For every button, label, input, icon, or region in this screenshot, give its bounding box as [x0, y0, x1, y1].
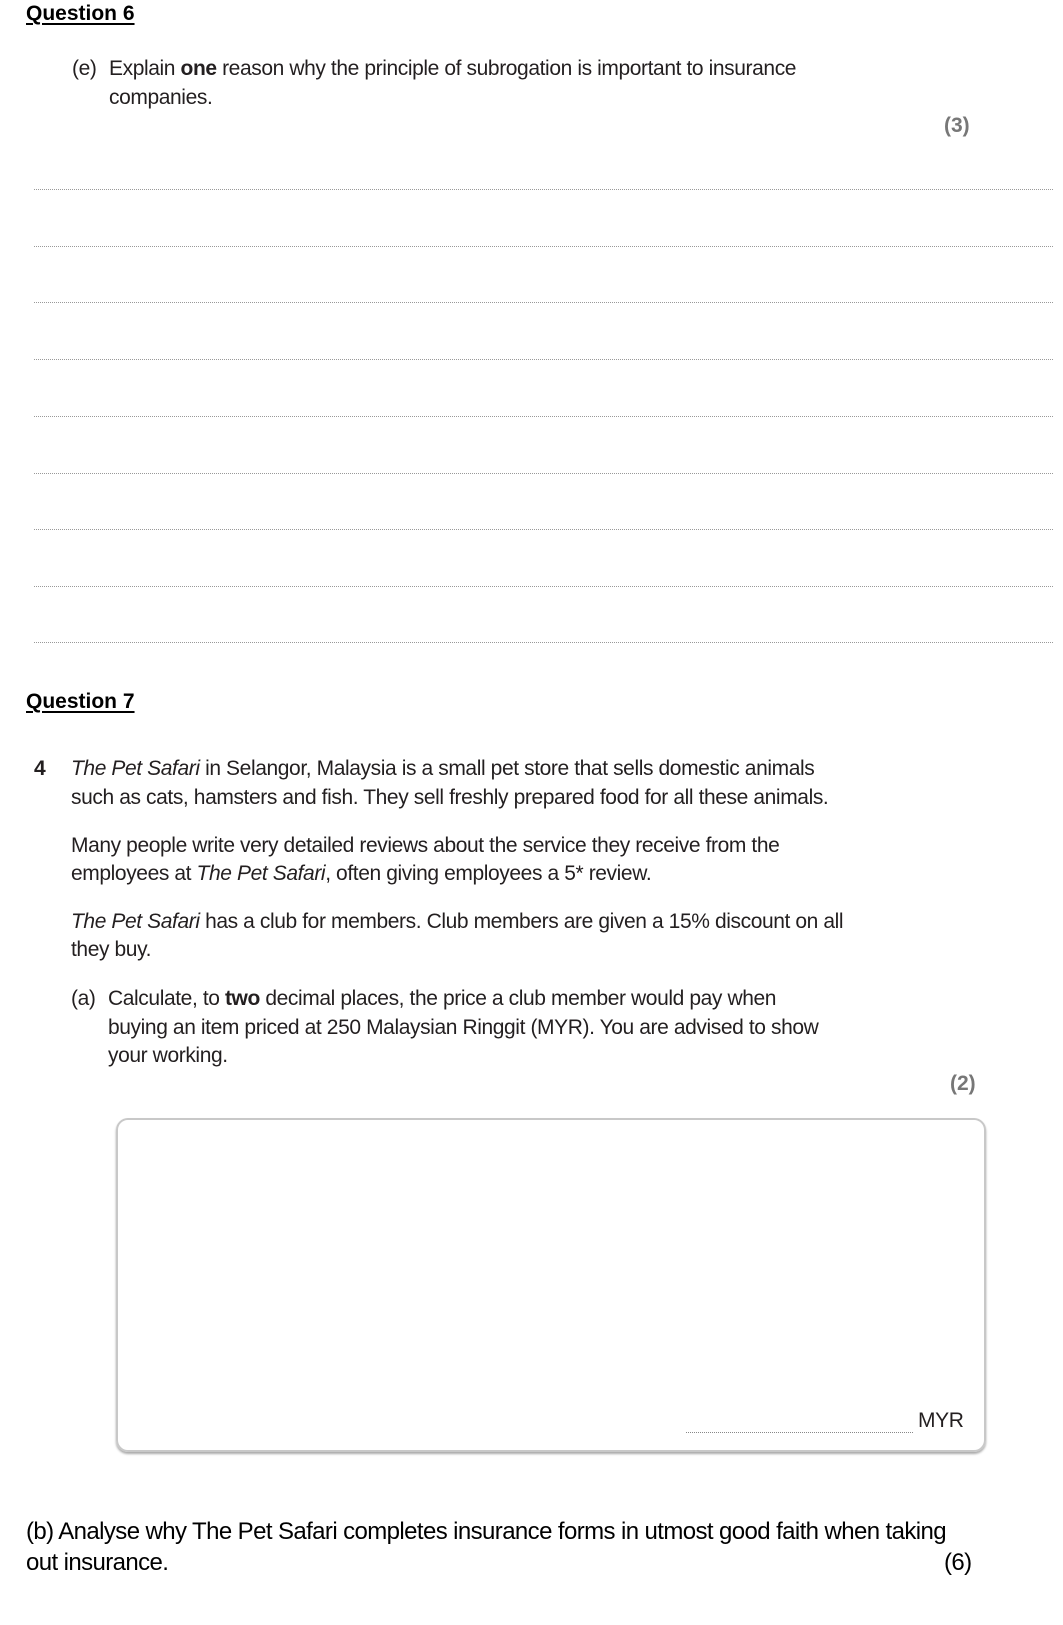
question-6e-text-line1	[109, 57, 796, 81]
question-7b-line1: (b) Analyse why The Pet Safari completes insurance forms in utmost good faith when taking	[26, 1518, 946, 1545]
text: Calculate, to	[108, 987, 225, 1010]
answer-line[interactable]	[34, 416, 1053, 417]
answer-line[interactable]	[34, 359, 1053, 360]
answer-field-line[interactable]	[686, 1432, 913, 1433]
text: reason why the principle of subrogation is important to insurance	[216, 57, 797, 80]
question-7a-marks: (2)	[950, 1072, 976, 1095]
question-7b-marks: (6)	[944, 1549, 972, 1576]
answer-line[interactable]	[34, 246, 1053, 247]
question-7b-line2: out insurance.	[26, 1549, 169, 1576]
answer-line[interactable]	[34, 189, 1053, 190]
text: in Selangor, Malaysia is a small pet store that sells domestic animals	[199, 757, 815, 780]
answer-line[interactable]	[34, 302, 1053, 303]
answer-line[interactable]	[34, 642, 1053, 643]
question-7a-line3: your working.	[108, 1044, 228, 1067]
paragraph-2-line2	[71, 862, 651, 886]
text: , often giving employees a 5* review.	[325, 862, 652, 885]
text: decimal places, the price a club member would pay when	[259, 987, 777, 1010]
working-answer-box[interactable]	[116, 1118, 986, 1452]
store-name: The Pet Safari	[71, 910, 200, 933]
question-7a-line1	[108, 987, 776, 1011]
emphasis: one	[180, 57, 217, 80]
paragraph-2-line1: Many people write very detailed reviews about the service they receive from the	[71, 834, 780, 857]
question-6e-text-line2: companies.	[109, 86, 213, 109]
question-number: 4	[34, 757, 46, 780]
emphasis: two	[224, 987, 260, 1010]
paragraph-1-line1	[71, 757, 814, 781]
answer-line[interactable]	[34, 529, 1053, 530]
question-6e-marks: (3)	[944, 114, 970, 137]
text: Explain	[109, 57, 181, 80]
paragraph-3-line2: they buy.	[71, 938, 152, 961]
question-7-heading: Question 7	[26, 690, 135, 713]
text: has a club for members. Club members are given a 15% discount on all	[199, 910, 844, 933]
question-6-heading: Question 6	[26, 2, 135, 25]
currency-unit-label: MYR	[918, 1409, 964, 1432]
store-name: The Pet Safari	[196, 862, 326, 885]
paragraph-3-line1	[71, 910, 843, 934]
answer-line[interactable]	[34, 586, 1053, 587]
question-7a-line2: buying an item priced at 250 Malaysian Ringgit (MYR). You are advised to show	[108, 1016, 819, 1039]
store-name: The Pet Safari	[71, 757, 200, 780]
answer-line[interactable]	[34, 473, 1053, 474]
question-7a-part-label: (a)	[71, 987, 96, 1010]
paragraph-1-line2: such as cats, hamsters and fish. They sell freshly prepared food for all these animals.	[71, 786, 829, 809]
question-6e-part-label: (e)	[72, 57, 97, 80]
text: employees at	[71, 862, 197, 885]
